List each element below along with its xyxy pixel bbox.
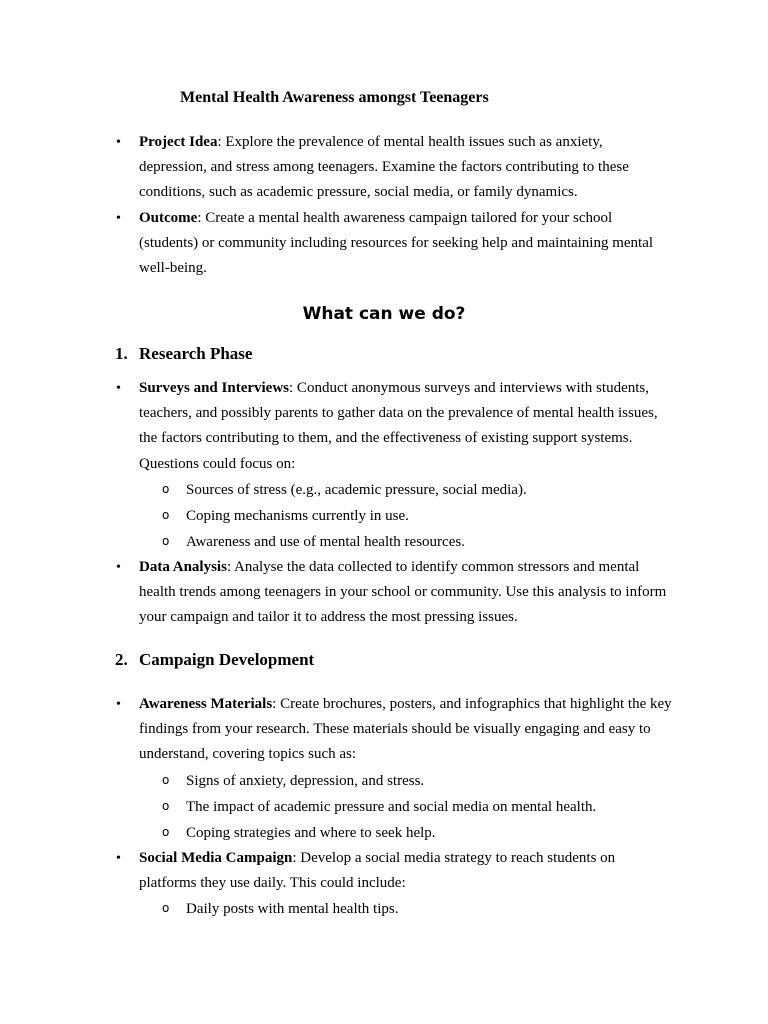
list-item [0, 555, 674, 631]
section-heading-research [115, 343, 252, 365]
sub-item-text: Coping strategies and where to seek help. [186, 824, 436, 841]
list-item [0, 376, 674, 477]
section-heading-campaign [115, 649, 314, 671]
circle-bullet-icon: o [162, 798, 170, 813]
item-text: : Explore the prevalence of mental health issues such as anxiety, depression, and stress among teenagers. Examine the factors contributing to these conditions, such as academic pressure, social media, or family dynamics. [139, 134, 629, 201]
sub-list-item [0, 477, 674, 503]
campaign-list [0, 692, 768, 922]
item-label: Awareness Materials [139, 696, 273, 712]
sub-list-item [0, 820, 674, 846]
item-text: : Develop a social media strategy to reach students on platforms they use daily. This could include: [139, 849, 616, 891]
intro-list [0, 130, 768, 281]
sub-list-item [0, 503, 674, 529]
sub-list-item [0, 768, 674, 794]
circle-bullet-icon: o [162, 507, 170, 522]
bullet-icon: • [116, 559, 121, 575]
sub-list-item [0, 794, 674, 820]
list-item [0, 692, 674, 768]
section-subheading: What can we do? [302, 304, 466, 324]
bullet-icon: • [116, 697, 121, 712]
list-item [0, 130, 674, 206]
sub-item-text: Coping mechanisms currently in use. [186, 507, 409, 524]
sub-item-text: Daily posts with mental health tips. [186, 901, 399, 918]
item-label: Social Media Campaign [139, 849, 293, 866]
list-item [0, 846, 674, 896]
bullet-icon: • [116, 135, 121, 150]
item-text: : Create a mental health awareness campaign tailored for your school (students) or community including resources for seeking help and maintaining mental well-being. [139, 209, 654, 277]
section-number: 2. [115, 650, 128, 669]
item-label: Data Analysis [139, 558, 227, 575]
item-label: Surveys and Interviews [139, 380, 290, 396]
circle-bullet-icon: o [162, 772, 170, 787]
item-text: : Conduct anonymous surveys and interviews with students, teachers, and possibly parents to gather data on the prevalence of mental health issues, the factors contributing to them, and the effectiveness of existing support systems. Questions could focus on: [139, 380, 658, 472]
bullet-icon: • [116, 381, 121, 396]
sub-item-text: Sources of stress (e.g., academic pressure, social media). [186, 481, 527, 498]
sub-item-text: The impact of academic pressure and social media on mental health. [186, 798, 597, 815]
sub-item-text: Signs of anxiety, depression, and stress. [186, 772, 425, 789]
section-title: Campaign Development [139, 650, 315, 669]
section-number: 1. [115, 344, 128, 363]
list-item [0, 206, 674, 282]
sub-item-text: Awareness and use of mental health resources. [186, 533, 465, 550]
bullet-icon: • [116, 850, 121, 866]
circle-bullet-icon: o [162, 533, 170, 548]
bullet-icon: • [116, 210, 121, 226]
research-list [0, 376, 768, 630]
item-label: Outcome [139, 209, 198, 226]
circle-bullet-icon: o [162, 481, 170, 496]
circle-bullet-icon: o [162, 901, 170, 916]
item-text: : Analyse the data collected to identify common stressors and mental health trends among teenagers in your school or community. Use this analysis to inform your campaign and tailor it to address the most pressing issues. [139, 558, 667, 626]
sub-list-item [0, 529, 674, 555]
item-label: Project Idea [139, 134, 218, 150]
document-title: Mental Health Awareness amongst Teenagers [180, 89, 489, 106]
circle-bullet-icon: o [162, 824, 170, 839]
item-text: : Create brochures, posters, and infographics that highlight the key findings from your research. These materials should be visually engaging and easy to understand, covering topics such as: [139, 696, 672, 763]
section-title: Research Phase [139, 344, 253, 363]
sub-list-item [0, 896, 674, 922]
